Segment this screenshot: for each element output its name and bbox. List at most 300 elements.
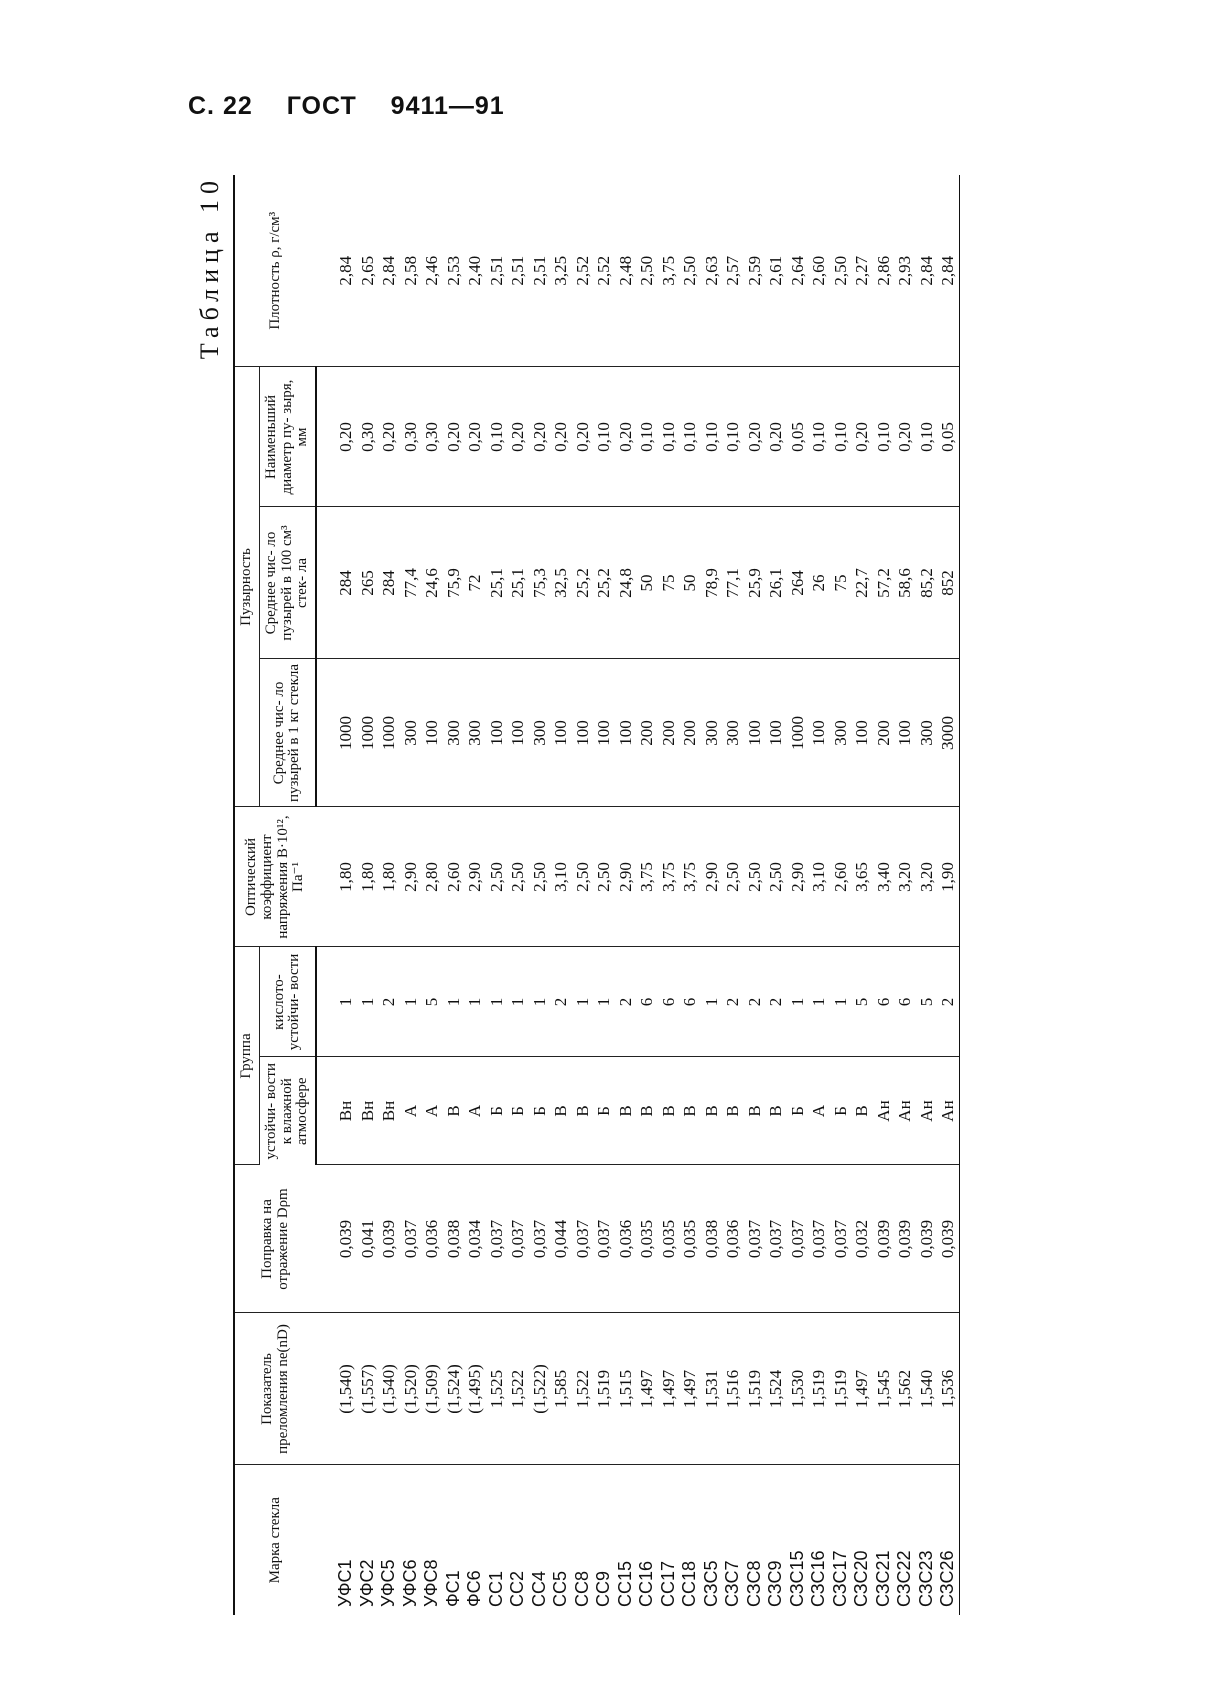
cell-ustoich: В <box>572 1057 594 1165</box>
cell-sr-sm3: 72 <box>464 507 486 659</box>
table-row <box>830 175 852 1615</box>
cell-optich: 3,10 <box>808 807 830 947</box>
cell-optich: 2,90 <box>787 807 809 947</box>
table-row <box>765 175 787 1615</box>
cell-plotnost: 2,50 <box>830 175 852 367</box>
cell-naimen: 0,10 <box>722 367 744 507</box>
cell-kislot: 6 <box>894 947 916 1057</box>
cell-pokazatel: (1,522) <box>529 1313 551 1465</box>
cell-marka: СЗС22 <box>894 1550 914 1607</box>
cell-sr-kg: 200 <box>873 659 895 807</box>
cell-sr-kg: 200 <box>658 659 680 807</box>
cell-pokazatel: 1,515 <box>615 1313 637 1465</box>
table-row <box>593 175 615 1615</box>
cell-sr-sm3: 24,6 <box>421 507 443 659</box>
cell-sr-kg: 100 <box>765 659 787 807</box>
cell-popravka: 0,037 <box>572 1165 594 1313</box>
cell-ustoich: Б <box>830 1057 852 1165</box>
cell-sr-kg: 100 <box>894 659 916 807</box>
cell-plotnost: 2,52 <box>593 175 615 367</box>
cell-sr-sm3: 77,4 <box>400 507 422 659</box>
cell-plotnost: 2,84 <box>378 175 400 367</box>
cell-pokazatel: 1,522 <box>572 1313 594 1465</box>
cell-pokazatel: (1,557) <box>357 1313 379 1465</box>
cell-popravka: 0,037 <box>765 1165 787 1313</box>
cell-marka: СЗС15 <box>786 1550 807 1607</box>
table-row <box>486 175 508 1615</box>
cell-kislot: 1 <box>464 947 486 1057</box>
cell-optich: 2,50 <box>529 807 551 947</box>
cell-kislot: 2 <box>378 947 400 1057</box>
col-header-puzyrnost: Пузырность <box>234 367 259 807</box>
cell-plotnost: 2,86 <box>873 175 895 367</box>
cell-ustoich: Б <box>486 1057 508 1165</box>
cell-popravka: 0,038 <box>701 1165 723 1313</box>
cell-optich: 1,80 <box>357 807 379 947</box>
cell-kislot: 1 <box>830 947 852 1057</box>
col-header-pokazatel: Показатель преломления ne(nD) <box>234 1313 316 1465</box>
cell-pokazatel: (1,520) <box>400 1313 422 1465</box>
cell-sr-sm3: 22,7 <box>851 507 873 659</box>
cell-pokazatel: 1,497 <box>851 1313 873 1465</box>
cell-naimen: 0,10 <box>873 367 895 507</box>
cell-popravka: 0,037 <box>808 1165 830 1313</box>
cell-sr-kg: 200 <box>636 659 658 807</box>
cell-kislot: 1 <box>808 947 830 1057</box>
cell-marka: СС1 <box>485 1570 506 1607</box>
cell-optich: 2,50 <box>765 807 787 947</box>
cell-ustoich: В <box>679 1057 701 1165</box>
cell-optich: 2,90 <box>400 807 422 947</box>
cell-naimen: 0,10 <box>636 367 658 507</box>
cell-marka: СЗС9 <box>765 1560 785 1607</box>
cell-plotnost: 3,25 <box>550 175 572 367</box>
table-row <box>421 175 443 1615</box>
cell-ustoich: Б <box>787 1057 809 1165</box>
glass-properties-table <box>233 175 960 1615</box>
cell-kislot: 5 <box>851 947 873 1057</box>
cell-pokazatel: 1,516 <box>722 1313 744 1465</box>
cell-ustoich: Вн <box>378 1057 400 1165</box>
cell-sr-sm3: 75,9 <box>443 507 465 659</box>
cell-marka: УФС2 <box>356 1559 377 1607</box>
cell-pokazatel: 1,519 <box>744 1313 766 1465</box>
cell-pokazatel: (1,540) <box>378 1313 400 1465</box>
cell-sr-kg: 1000 <box>316 659 357 807</box>
cell-sr-sm3: 25,1 <box>507 507 529 659</box>
cell-optich: 2,50 <box>744 807 766 947</box>
cell-sr-kg: 100 <box>851 659 873 807</box>
cell-marka: СЗС5 <box>700 1560 721 1607</box>
cell-kislot: 1 <box>316 947 357 1057</box>
cell-optich: 1,80 <box>378 807 400 947</box>
cell-marka: СС16 <box>636 1560 656 1607</box>
cell-naimen: 0,05 <box>937 367 959 507</box>
cell-sr-sm3: 58,6 <box>894 507 916 659</box>
cell-optich: 3,20 <box>916 807 938 947</box>
cell-optich: 3,40 <box>873 807 895 947</box>
cell-ustoich: Вн <box>357 1057 379 1165</box>
cell-sr-kg: 100 <box>572 659 594 807</box>
cell-popravka: 0,037 <box>400 1165 422 1313</box>
cell-kislot: 2 <box>765 947 787 1057</box>
page-header <box>188 92 531 121</box>
cell-optich: 1,80 <box>316 807 357 947</box>
cell-ustoich: А <box>421 1057 443 1165</box>
cell-kislot: 1 <box>507 947 529 1057</box>
cell-sr-kg: 300 <box>722 659 744 807</box>
cell-plotnost: 2,50 <box>636 175 658 367</box>
cell-plotnost: 2,53 <box>443 175 465 367</box>
cell-plotnost: 2,40 <box>464 175 486 367</box>
cell-sr-kg: 100 <box>550 659 572 807</box>
cell-marka: СС9 <box>593 1570 613 1607</box>
cell-marka: СЗС20 <box>851 1550 871 1607</box>
table-row <box>529 175 551 1615</box>
cell-sr-kg: 300 <box>443 659 465 807</box>
cell-pokazatel: (1,540) <box>316 1313 357 1465</box>
col-header-sr-sm3: Среднее чис- ло пузырей в 100 см³ стек- ла <box>259 507 316 659</box>
cell-kislot: 5 <box>916 947 938 1057</box>
cell-plotnost: 2,57 <box>722 175 744 367</box>
cell-optich: 2,50 <box>593 807 615 947</box>
cell-sr-sm3: 26 <box>808 507 830 659</box>
cell-naimen: 0,10 <box>486 367 508 507</box>
cell-ustoich: Ан <box>873 1057 895 1165</box>
cell-naimen: 0,20 <box>894 367 916 507</box>
cell-kislot: 2 <box>722 947 744 1057</box>
cell-ustoich: Ан <box>916 1057 938 1165</box>
col-header-optich: Оптический коэффициент напряжения B·10¹², Па⁻¹ <box>234 807 316 947</box>
cell-sr-kg: 1000 <box>787 659 809 807</box>
cell-optich: 2,50 <box>572 807 594 947</box>
cell-kislot: 2 <box>550 947 572 1057</box>
cell-ustoich: В <box>722 1057 744 1165</box>
cell-plotnost: 2,59 <box>744 175 766 367</box>
cell-sr-kg: 100 <box>593 659 615 807</box>
cell-ustoich: В <box>744 1057 766 1165</box>
cell-kislot: 2 <box>615 947 637 1057</box>
cell-sr-kg: 100 <box>744 659 766 807</box>
cell-plotnost: 2,51 <box>507 175 529 367</box>
cell-optich: 1,90 <box>937 807 959 947</box>
cell-popravka: 0,039 <box>937 1165 959 1313</box>
cell-popravka: 0,037 <box>529 1165 551 1313</box>
cell-sr-kg: 300 <box>916 659 938 807</box>
standard-label: ГОСТ <box>286 92 357 120</box>
cell-popravka: 0,037 <box>486 1165 508 1313</box>
cell-optich: 3,20 <box>894 807 916 947</box>
cell-popravka: 0,036 <box>722 1165 744 1313</box>
cell-naimen: 0,20 <box>464 367 486 507</box>
table-row <box>572 175 594 1615</box>
cell-naimen: 0,20 <box>529 367 551 507</box>
cell-optich: 2,90 <box>615 807 637 947</box>
cell-marka: СС17 <box>657 1560 678 1607</box>
cell-kislot: 6 <box>658 947 680 1057</box>
cell-sr-sm3: 24,8 <box>615 507 637 659</box>
cell-popravka: 0,039 <box>316 1165 357 1313</box>
cell-popravka: 0,036 <box>421 1165 443 1313</box>
cell-sr-sm3: 85,2 <box>916 507 938 659</box>
cell-popravka: 0,037 <box>787 1165 809 1313</box>
cell-sr-sm3: 25,2 <box>572 507 594 659</box>
cell-sr-kg: 300 <box>701 659 723 807</box>
cell-popravka: 0,041 <box>357 1165 379 1313</box>
cell-plotnost: 2,48 <box>615 175 637 367</box>
cell-naimen: 0,05 <box>787 367 809 507</box>
cell-sr-sm3: 26,1 <box>765 507 787 659</box>
table-row <box>464 175 486 1615</box>
cell-marka: СС15 <box>614 1560 635 1607</box>
cell-ustoich: В <box>851 1057 873 1165</box>
cell-optich: 2,60 <box>830 807 852 947</box>
cell-naimen: 0,10 <box>593 367 615 507</box>
table-row <box>443 175 465 1615</box>
table-row <box>701 175 723 1615</box>
cell-ustoich: Ан <box>937 1057 959 1165</box>
table-row <box>744 175 766 1615</box>
cell-ustoich: В <box>658 1057 680 1165</box>
cell-popravka: 0,037 <box>507 1165 529 1313</box>
cell-optich: 2,90 <box>464 807 486 947</box>
table-row <box>615 175 637 1615</box>
col-header-sr-kg: Среднее чис- ло пузырей в 1 кг стекла <box>259 659 316 807</box>
cell-naimen: 0,20 <box>851 367 873 507</box>
cell-sr-kg: 300 <box>529 659 551 807</box>
cell-sr-sm3: 265 <box>357 507 379 659</box>
cell-pokazatel: 1,530 <box>787 1313 809 1465</box>
table-row <box>937 175 959 1615</box>
cell-pokazatel: 1,497 <box>636 1313 658 1465</box>
cell-pokazatel: 1,562 <box>894 1313 916 1465</box>
col-header-gruppa: Группа <box>234 947 259 1165</box>
cell-popravka: 0,039 <box>873 1165 895 1313</box>
cell-sr-kg: 1000 <box>378 659 400 807</box>
cell-marka: СС5 <box>550 1570 570 1607</box>
cell-naimen: 0,20 <box>615 367 637 507</box>
cell-optich: 3,75 <box>679 807 701 947</box>
cell-naimen: 0,10 <box>830 367 852 507</box>
cell-marka: СС2 <box>507 1570 527 1607</box>
cell-sr-kg: 100 <box>507 659 529 807</box>
cell-sr-kg: 100 <box>421 659 443 807</box>
cell-sr-sm3: 77,1 <box>722 507 744 659</box>
table-row <box>916 175 938 1615</box>
cell-ustoich: В <box>636 1057 658 1165</box>
table-row <box>808 175 830 1615</box>
cell-plotnost: 2,50 <box>679 175 701 367</box>
cell-sr-sm3: 284 <box>316 507 357 659</box>
table-row <box>873 175 895 1615</box>
cell-popravka: 0,037 <box>744 1165 766 1313</box>
cell-popravka: 0,035 <box>636 1165 658 1313</box>
cell-pokazatel: 1,524 <box>765 1313 787 1465</box>
cell-plotnost: 2,84 <box>916 175 938 367</box>
cell-naimen: 0,20 <box>572 367 594 507</box>
cell-sr-sm3: 75 <box>830 507 852 659</box>
col-header-popravka: Поправка на отражение Dρm <box>234 1165 316 1313</box>
col-header-kislot: кислото- устойчи- вости <box>259 947 316 1057</box>
cell-kislot: 5 <box>421 947 443 1057</box>
cell-marka: СЗС16 <box>808 1550 828 1607</box>
cell-popravka: 0,036 <box>615 1165 637 1313</box>
cell-optich: 3,75 <box>658 807 680 947</box>
cell-kislot: 2 <box>937 947 959 1057</box>
cell-naimen: 0,10 <box>679 367 701 507</box>
cell-popravka: 0,039 <box>916 1165 938 1313</box>
cell-pokazatel: 1,531 <box>701 1313 723 1465</box>
cell-sr-sm3: 25,2 <box>593 507 615 659</box>
cell-ustoich: В <box>765 1057 787 1165</box>
cell-kislot: 6 <box>873 947 895 1057</box>
cell-optich: 3,75 <box>636 807 658 947</box>
cell-pokazatel: 1,525 <box>486 1313 508 1465</box>
cell-naimen: 0,10 <box>658 367 680 507</box>
cell-sr-kg: 3000 <box>937 659 959 807</box>
cell-marka: УФС1 <box>334 1559 355 1607</box>
cell-sr-kg: 200 <box>679 659 701 807</box>
cell-optich: 2,50 <box>722 807 744 947</box>
cell-sr-sm3: 78,9 <box>701 507 723 659</box>
cell-pokazatel: (1,509) <box>421 1313 443 1465</box>
cell-sr-kg: 100 <box>615 659 637 807</box>
cell-plotnost: 2,61 <box>765 175 787 367</box>
cell-pokazatel: 1,519 <box>830 1313 852 1465</box>
cell-popravka: 0,039 <box>378 1165 400 1313</box>
table-row <box>636 175 658 1615</box>
cell-naimen: 0,20 <box>507 367 529 507</box>
cell-marka: ФС1 <box>442 1570 463 1607</box>
cell-marka: СЗС21 <box>872 1550 893 1607</box>
cell-marka: СС18 <box>679 1560 699 1607</box>
cell-pokazatel: 1,497 <box>658 1313 680 1465</box>
cell-pokazatel: 1,536 <box>937 1313 959 1465</box>
table-body <box>316 175 959 1615</box>
col-header-plotnost: Плотность ρ, г/см³ <box>234 175 316 367</box>
cell-optich: 3,65 <box>851 807 873 947</box>
cell-ustoich: А <box>808 1057 830 1165</box>
cell-naimen: 0,20 <box>765 367 787 507</box>
cell-marka: СЗС23 <box>915 1550 936 1607</box>
cell-kislot: 1 <box>443 947 465 1057</box>
col-header-marka: Марка стекла <box>234 1465 316 1615</box>
cell-naimen: 0,30 <box>400 367 422 507</box>
cell-pokazatel: 1,497 <box>679 1313 701 1465</box>
cell-plotnost: 2,46 <box>421 175 443 367</box>
col-header-ustoich: устойчи- вости к влажной атмосфере <box>259 1057 316 1165</box>
cell-pokazatel: 1,540 <box>916 1313 938 1465</box>
table-row <box>658 175 680 1615</box>
cell-sr-sm3: 75 <box>658 507 680 659</box>
cell-ustoich: Ан <box>894 1057 916 1165</box>
cell-sr-kg: 300 <box>400 659 422 807</box>
cell-plotnost: 2,51 <box>529 175 551 367</box>
cell-ustoich: А <box>400 1057 422 1165</box>
standard-number: 9411—91 <box>390 92 505 120</box>
cell-sr-kg: 300 <box>464 659 486 807</box>
cell-pokazatel: 1,519 <box>808 1313 830 1465</box>
cell-ustoich: Вн <box>316 1057 357 1165</box>
cell-marka: УФС5 <box>378 1559 398 1607</box>
cell-marka: ФС6 <box>464 1570 484 1607</box>
cell-marka: СС4 <box>528 1570 549 1607</box>
cell-sr-kg: 100 <box>808 659 830 807</box>
cell-sr-sm3: 264 <box>787 507 809 659</box>
cell-marka: СЗС8 <box>743 1560 764 1607</box>
cell-popravka: 0,039 <box>894 1165 916 1313</box>
cell-kislot: 1 <box>572 947 594 1057</box>
cell-naimen: 0,30 <box>357 367 379 507</box>
cell-optich: 2,90 <box>701 807 723 947</box>
cell-sr-kg: 1000 <box>357 659 379 807</box>
table-row <box>507 175 529 1615</box>
table-row <box>894 175 916 1615</box>
table-row <box>722 175 744 1615</box>
cell-naimen: 0,20 <box>744 367 766 507</box>
cell-marka: СЗС7 <box>722 1560 742 1607</box>
cell-plotnost: 2,93 <box>894 175 916 367</box>
cell-marka: УФС8 <box>421 1559 441 1607</box>
cell-naimen: 0,10 <box>808 367 830 507</box>
rotated-table-area <box>195 175 1095 1615</box>
cell-ustoich: В <box>615 1057 637 1165</box>
cell-sr-sm3: 25,1 <box>486 507 508 659</box>
page-number: С. 22 <box>188 92 253 120</box>
table-row <box>851 175 873 1615</box>
cell-plotnost: 2,84 <box>316 175 357 367</box>
cell-marka: СЗС17 <box>829 1550 850 1607</box>
cell-optich: 2,60 <box>443 807 465 947</box>
cell-kislot: 2 <box>744 947 766 1057</box>
cell-plotnost: 2,63 <box>701 175 723 367</box>
cell-pokazatel: 1,585 <box>550 1313 572 1465</box>
cell-plotnost: 2,27 <box>851 175 873 367</box>
cell-pokazatel: (1,524) <box>443 1313 465 1465</box>
cell-ustoich: Б <box>507 1057 529 1165</box>
table-row <box>316 175 357 1615</box>
cell-kislot: 6 <box>679 947 701 1057</box>
cell-marka: УФС6 <box>399 1559 420 1607</box>
cell-naimen: 0,10 <box>916 367 938 507</box>
cell-optich: 3,10 <box>550 807 572 947</box>
cell-ustoich: В <box>550 1057 572 1165</box>
cell-pokazatel: 1,522 <box>507 1313 529 1465</box>
cell-popravka: 0,037 <box>593 1165 615 1313</box>
cell-kislot: 6 <box>636 947 658 1057</box>
cell-kislot: 1 <box>529 947 551 1057</box>
cell-sr-sm3: 57,2 <box>873 507 895 659</box>
col-header-naimen: Наименьший диаметр пу- зыря, мм <box>259 367 316 507</box>
cell-ustoich: Б <box>593 1057 615 1165</box>
cell-plotnost: 3,75 <box>658 175 680 367</box>
table-row <box>550 175 572 1615</box>
cell-plotnost: 2,51 <box>486 175 508 367</box>
cell-naimen: 0,10 <box>701 367 723 507</box>
cell-naimen: 0,20 <box>443 367 465 507</box>
cell-sr-sm3: 25,9 <box>744 507 766 659</box>
cell-plotnost: 2,65 <box>357 175 379 367</box>
cell-optich: 2,80 <box>421 807 443 947</box>
cell-sr-sm3: 50 <box>679 507 701 659</box>
table-row <box>787 175 809 1615</box>
cell-plotnost: 2,64 <box>787 175 809 367</box>
cell-naimen: 0,30 <box>421 367 443 507</box>
table-row <box>357 175 379 1615</box>
cell-kislot: 1 <box>400 947 422 1057</box>
cell-ustoich: Б <box>529 1057 551 1165</box>
cell-sr-sm3: 284 <box>378 507 400 659</box>
